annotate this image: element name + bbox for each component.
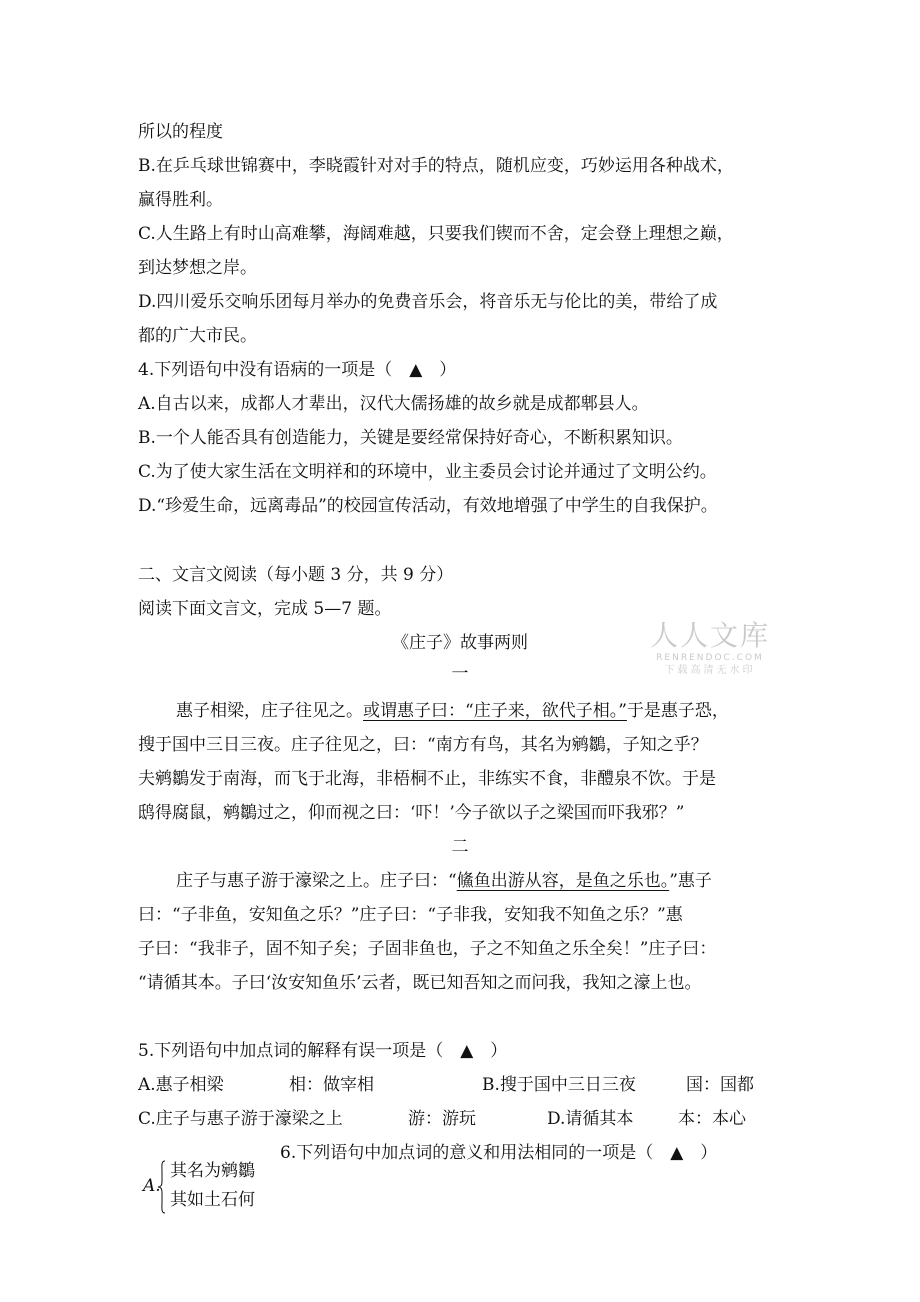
section2-heading: 二、文言文阅读（每小题 3 分，共 9 分） xyxy=(138,565,454,585)
passage2-line1-end: ”惠子 xyxy=(669,871,712,891)
passage1-line3: 夫鹓鶵发于南海，而飞于北海，非梧桐不止，非练实不食，非醴泉不饮。于是 xyxy=(138,769,716,789)
q5-option-c-gloss: 游：游玩 xyxy=(408,1109,476,1129)
passage1-line2: 搜于国中三日三夜。庄子往见之，曰：“南方有鸟，其名为鹓鶵，子知之乎？ xyxy=(138,735,708,755)
passage1-line1 xyxy=(176,699,729,723)
passage-title: 《庄子》故事两则 xyxy=(392,633,528,653)
q3-option-d: D.四川爱乐交响乐团每月举办的免费音乐会，将音乐无与伦比的美，带给了成 xyxy=(138,292,718,312)
q6-stem: 6.下列语句中加点词的意义和用法相同的一项是（ ▲ ） xyxy=(280,1143,718,1163)
q5-option-d-gloss: 本：本心 xyxy=(678,1109,746,1129)
left-brace-icon xyxy=(158,1160,166,1214)
q4-option-b: B.一个人能否具有创造能力，关键是要经常保持好奇心，不断积累知识。 xyxy=(138,428,683,448)
q6-option-a-label: A. xyxy=(143,1176,161,1196)
q6-option-a-item2: 其如土石何 xyxy=(170,1190,255,1210)
q5-option-a-sentence: A.惠子相梁 xyxy=(138,1075,224,1095)
q3-option-b: B.在乒乓球世锦赛中，李晓霞针对对手的特点，随机应变，巧妙运用各种战术， xyxy=(138,156,734,176)
q3-option-d-cont: 都的广大市民。 xyxy=(138,326,257,346)
q4-option-a: A.自古以来，成都人才辈出，汉代大儒扬雄的故乡就是成都郫县人。 xyxy=(138,394,649,414)
q5-option-b-sentence: B.搜于国中三日三夜 xyxy=(482,1075,636,1095)
passage2-line2: 曰：“子非鱼，安知鱼之乐？”庄子曰：“子非我，安知我不知鱼之乐？”惠 xyxy=(138,905,683,925)
q3-option-c: C.人生路上有时山高难攀，海阔难越，只要我们锲而不舍，定会登上理想之巅， xyxy=(138,224,734,244)
passage1-line4: 鸱得腐鼠，鹓鶵过之，仰而视之曰：‘吓！’今子欲以子之梁国而吓我邪？” xyxy=(138,803,685,823)
passage-part1-number: 一 xyxy=(451,664,469,684)
passage2-line4: “请循其本。子曰‘汝安知鱼乐’云者，既已知吾知之而问我，我知之濠上也。 xyxy=(138,973,702,993)
q4-stem: 4.下列语句中没有语病的一项是（ ▲ ） xyxy=(138,360,457,380)
section2-instruction: 阅读下面文言文，完成 5—7 题。 xyxy=(138,599,392,619)
passage2-line3: 子曰：“我非子，固不知子矣；子固非鱼也，子之不知鱼之乐全矣！”庄子曰： xyxy=(138,939,717,959)
watermark-site: RENRENDOC.COM xyxy=(656,653,764,663)
passage1-underlined-sentence: 或谓惠子曰：“庄子来，欲代子相。” xyxy=(363,701,627,721)
passage2-underlined-sentence: 鯈鱼出游从容，是鱼之乐也。 xyxy=(456,871,670,891)
q5-option-b-gloss: 国：国都 xyxy=(686,1075,754,1095)
passage1-line1-start: 惠子相梁，庄子往见之。 xyxy=(176,701,363,721)
q5-option-d-sentence: D.请循其本 xyxy=(547,1109,634,1129)
passage2-line1-start: 庄子与惠子游于濠梁之上。庄子曰：“ xyxy=(176,871,457,891)
q5-option-a-gloss: 相：做宰相 xyxy=(289,1075,374,1095)
q4-option-d: D.“珍爱生命，远离毒品”的校园宣传活动，有效地增强了中学生的自我保护。 xyxy=(138,496,718,516)
passage-part2-number: 二 xyxy=(451,837,469,857)
watermark-brand: 人人文库 xyxy=(649,619,770,652)
q3-option-c-cont: 到达梦想之岸。 xyxy=(138,258,257,278)
option-a-continuation: 所以的程度 xyxy=(138,122,223,142)
watermark-tagline: 下载高清无水印 xyxy=(664,665,756,676)
q6-option-a-item1: 其名为鹓鶵 xyxy=(170,1161,255,1181)
q3-option-b-cont: 赢得胜利。 xyxy=(138,190,223,210)
q5-stem: 5.下列语句中加点词的解释有误一项是（ ▲ ） xyxy=(138,1041,508,1061)
q4-option-c: C.为了使大家生活在文明祥和的环境中，业主委员会讨论并通过了文明公约。 xyxy=(138,462,717,482)
passage1-line1-end: 于是惠子恐， xyxy=(626,701,729,721)
q5-option-c-sentence: C.庄子与惠子游于濠梁之上 xyxy=(138,1109,343,1129)
passage2-line1 xyxy=(176,869,712,893)
